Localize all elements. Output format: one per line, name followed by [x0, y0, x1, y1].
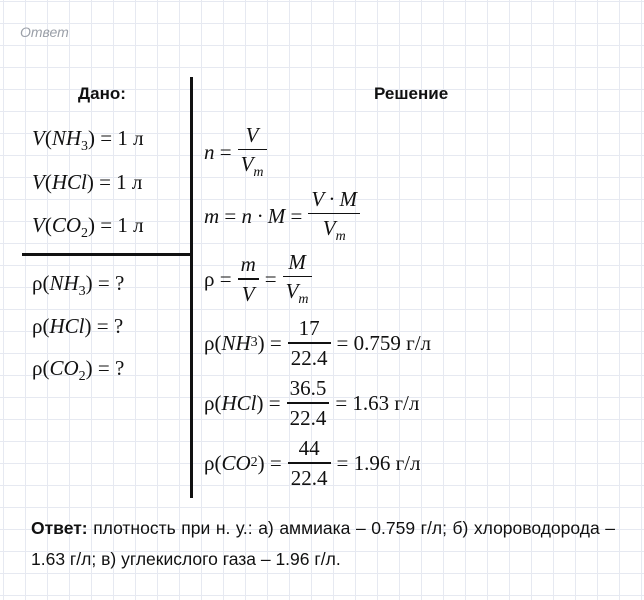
section-label: Ответ [20, 24, 69, 40]
given-heading: Дано: [78, 84, 126, 103]
solution-heading: Решение [374, 84, 449, 103]
result-co2: ρ( CO 2 ) = $\frac{44}{22.4}$ = 1.96 г/л [204, 436, 421, 490]
fraction: $\frac{M}{V_m}$ [283, 250, 312, 309]
find-item: $\rho(NH_3)$ = ? [32, 271, 125, 299]
horizontal-divider [22, 253, 191, 256]
equation-moles: n = $\frac{V}{V_m}$ [204, 132, 273, 172]
vertical-divider [190, 77, 193, 498]
result-hcl: ρ( HCl ) = $\frac{36.5}{22.4}$ = 1.63 г/л [204, 376, 420, 430]
answer-label: Ответ: [31, 518, 88, 538]
find-item: $\rho(CO_2)$ = ? [32, 356, 125, 384]
fraction: $\frac{V}{V_m}$ [238, 123, 267, 182]
equation-mass: m = n · M = $\frac{V \cdot M}{V_m}$ [204, 196, 366, 236]
given-item: $V(NH_3) = 1$ л [32, 126, 144, 154]
given-item: $V(CO_2) = 1$ л [32, 213, 144, 241]
equation-density: ρ = $\frac{m}{V}$ = $\frac{M}{V_m}$ [204, 259, 318, 299]
answer-body: плотность при н. у.: а) аммиака – 0.759 г/л; б) хлороводорода – 1.63 г/л; в) углекислого газа – 1.96 г/л. [31, 518, 615, 569]
fraction: $\frac{V \cdot M}{V_m}$ [308, 187, 360, 246]
result-nh3: ρ( NH 3 ) = $\frac{17}{22.4}$ = 0.759 г/л [204, 316, 432, 370]
answer-text [31, 513, 615, 575]
fraction: $\frac{36.5}{22.4}$ [287, 376, 330, 430]
given-item: V(HCl) = 1 л [32, 170, 143, 194]
find-item: ρ(HCl) = ? [32, 314, 124, 338]
fraction: $\frac{m}{V}$ [238, 252, 259, 306]
fraction: $\frac{17}{22.4}$ [288, 316, 331, 370]
fraction: $\frac{44}{22.4}$ [288, 436, 331, 490]
